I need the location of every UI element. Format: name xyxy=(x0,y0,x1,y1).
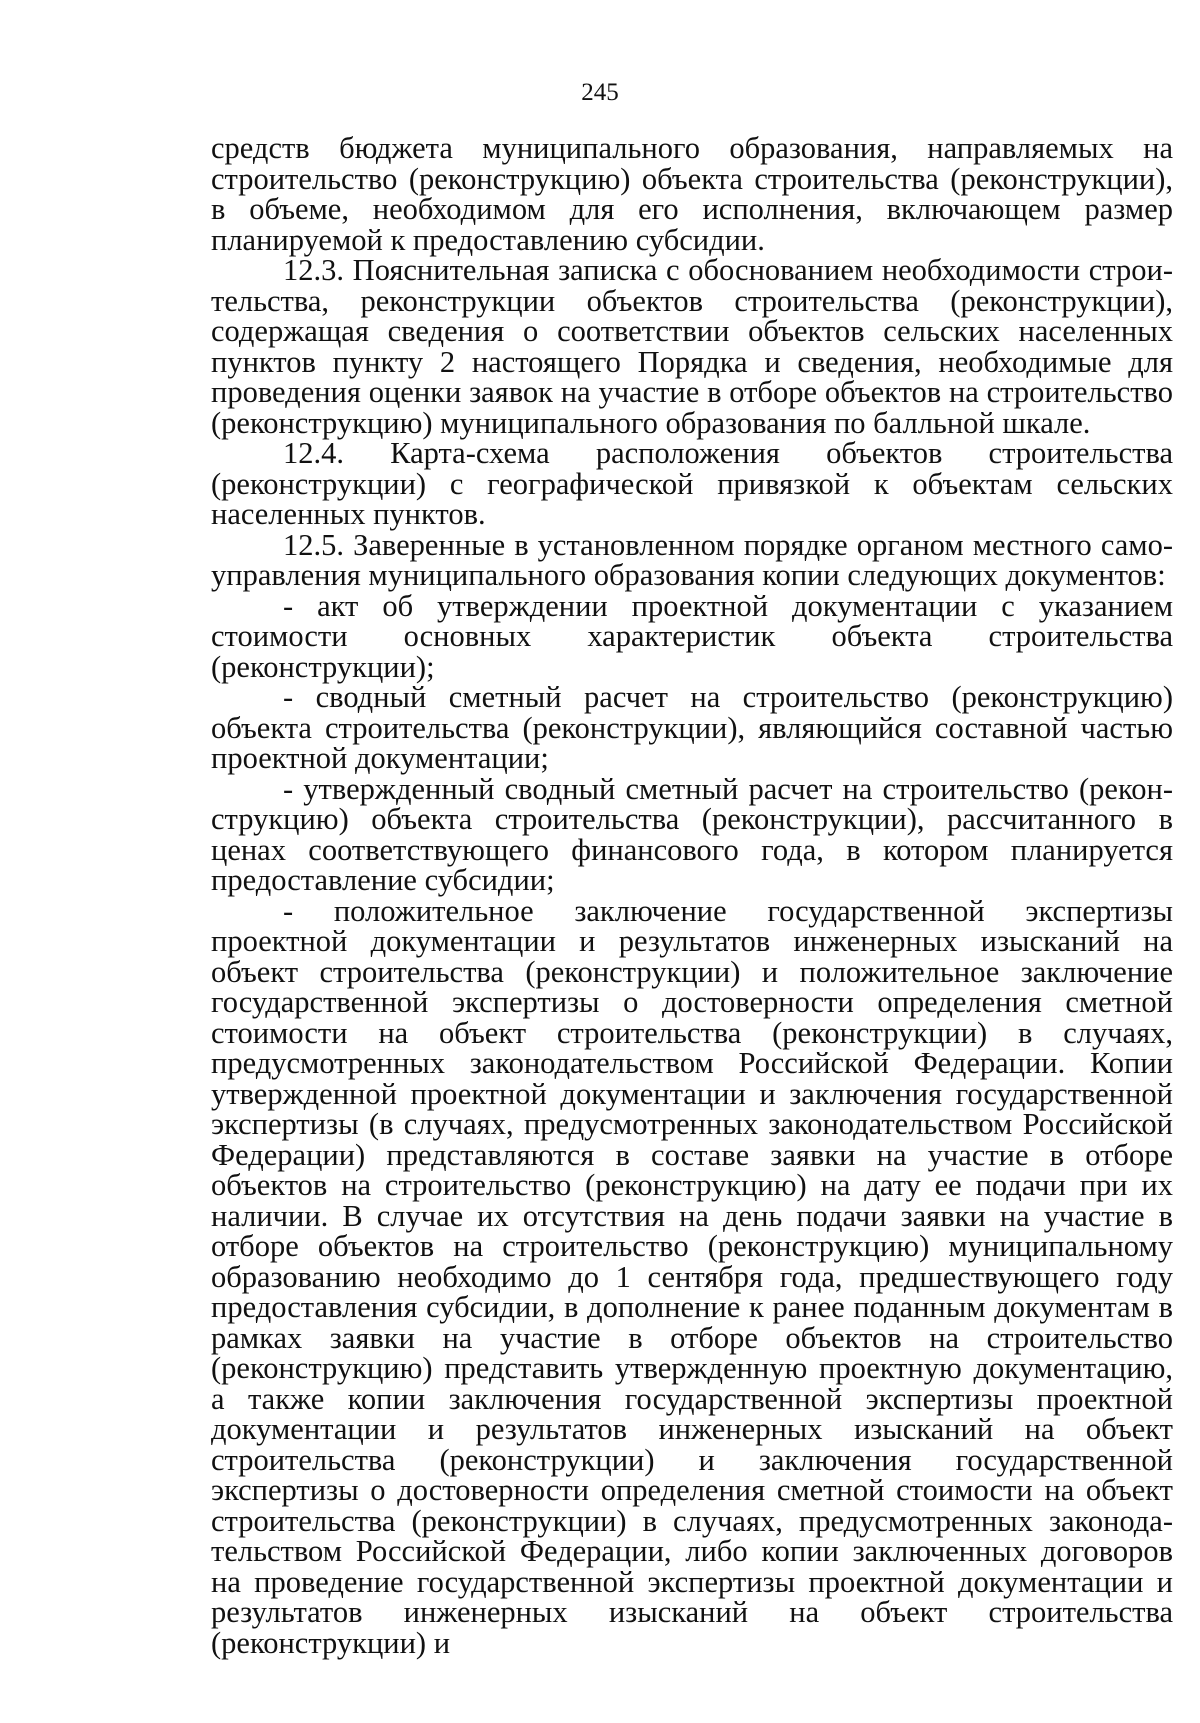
page-number: 245 xyxy=(581,79,619,106)
list-item-approved-summary-estimate: - утвержденный сводный сметный расчет на строительство (реконструкцию) объекта строительства (реконструкции), рассчитанного в ценах соответствующего финансового года, в котором планируется предоставление субсидии; xyxy=(211,771,1173,897)
document-body xyxy=(211,133,1173,1658)
paragraph-budget-funds: средств бюджета муниципального образования, направляемых на строительство (реконструкцию) объекта строительства (реконструкции), в объеме, необходимом для его исполнения, включающем размер планируемой к предоставлению субсидии. xyxy=(211,131,1173,257)
list-item-project-approval-act: - акт об утверждении проектной документации с указанием стоимости основных характеристик объекта строительства (реконструкции); xyxy=(211,588,1173,684)
paragraph-12-5-certified-copies: 12.5. Заверенные в установленном порядке органом местного самоуправления муниципального образования копии следующих документов: xyxy=(211,527,1173,592)
paragraph-12-4-map-scheme: 12.4. Карта-схема расположения объектов строительства (реконструкции) с географической привязкой к объектам сельских населенных пунктов. xyxy=(211,436,1173,531)
list-item-summary-estimate: - сводный сметный расчет на строительство (реконструкцию) объекта строительства (реконструкции), являющийся составной частью проектной документации; xyxy=(211,680,1173,775)
list-item-state-expertise-conclusion: - положительное заключение государственной экспертизы проектной документации и результатов инженерных изысканий на объект строительства (реконструкции) и положительное заключение государственной экспертизы о достоверности определения сметной стоимости на объект строительства (реконструкции) в случаях, предусмотренных законодательством Российской Федерации. Копии утвержденной проектной документации и заключения государственной экспертизы (в случаях, предусмотренных законодательством Российской Федерации) представляются в составе заявки на участие в отборе объектов на строительство (реконструкцию) на дату ее подачи при их наличии. В случае их отсутствия на день подачи заявки на участие в отборе объектов на строительство (реконструкцию) муниципальному образованию необходимо до 1 сентября года, предшествующего году предоставления субсидии, в дополнение к ранее поданным документам в рамках заявки на участие в отборе объектов на строительство (реконструкцию) представить утвержденную проектную документацию, а также копии заключения государственной экспертизы проектной документации и результатов инженерных изысканий на объект строительства (реконструкции) и заключения государственной экспертизы о достоверности определения сметной стоимости на объект строительства (реконструкции) в случаях, предусмотренных законодательством Российской Федерации, либо копии заключенных договоров на проведение государственной экспертизы проектной документации и результатов инженерных изысканий на объект строительства (реконструкции) и xyxy=(211,893,1173,1660)
paragraph-12-3-explanatory-note: 12.3. Пояснительная записка с обоснованием необходимости строительства, реконструкции объектов строительства (реконструкции), содержащая сведения о соответствии объектов сельских населенных пунктов пункту 2 настоящего Порядка и сведения, необходимые для проведения оценки заявок на участие в отборе объектов на строительство (реконструкцию) муниципального образования по балльной шкале. xyxy=(211,253,1173,440)
